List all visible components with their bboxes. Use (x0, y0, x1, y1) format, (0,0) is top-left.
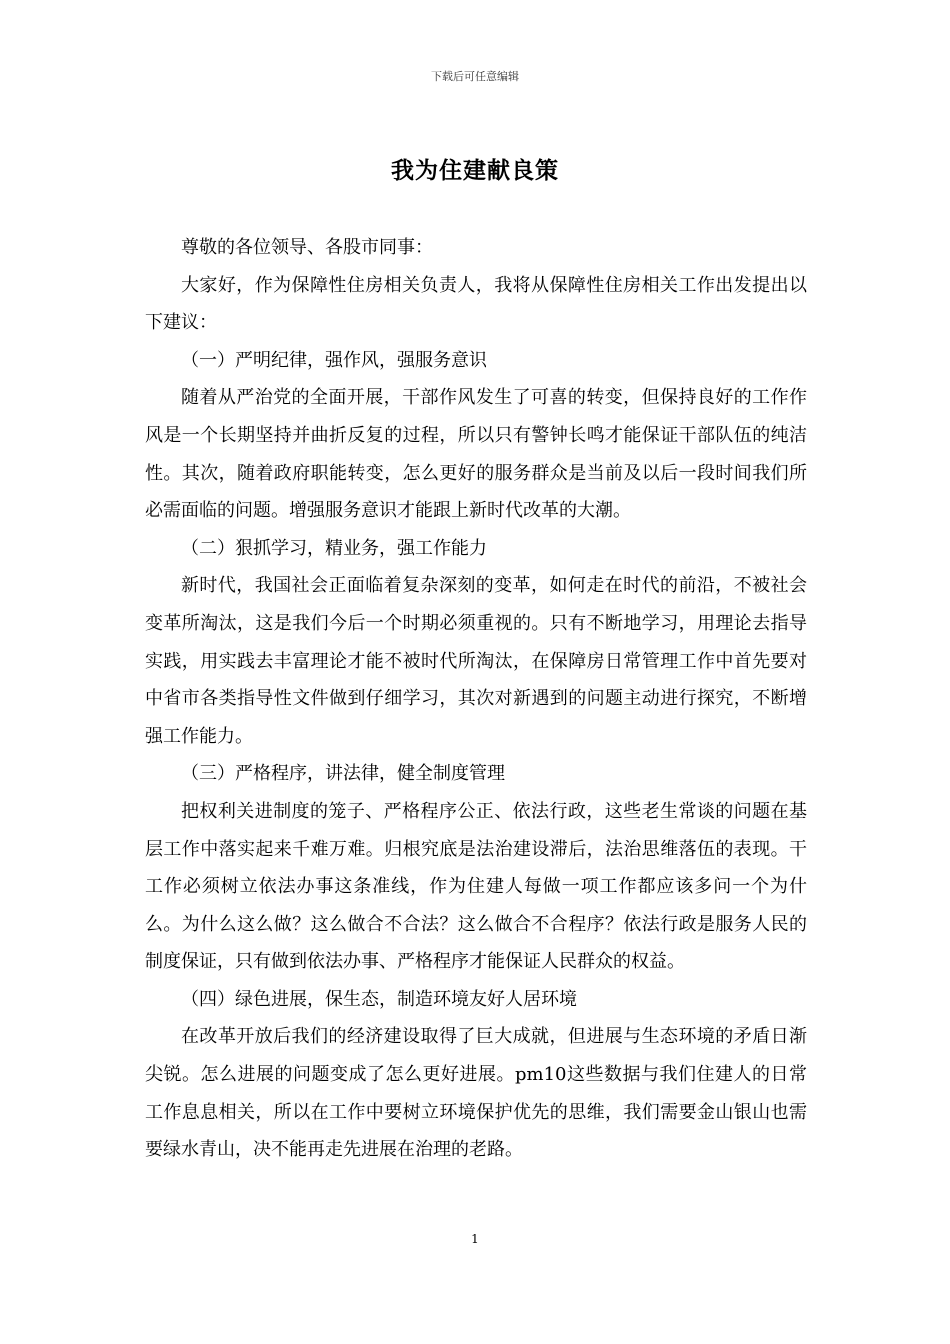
greeting-paragraph: 尊敬的各位领导、各股市同事： (181, 237, 433, 258)
section-heading-3: （三）严格程序，讲法律，健全制度管理 (181, 763, 505, 785)
document-body (145, 229, 807, 1169)
section-heading-4: （四）绿色进展，保生态，制造环境友好人居环境 (181, 988, 577, 1010)
section-paragraph-4: 在改革开放后我们的经济建设取得了巨大成就，但进展与生态环境的矛盾日渐尖锐。怎么进展的问题变成了怎么更好进展。pm10这些数据与我们住建人的日常工作息息相关，所以在工作中要树立环境保护优先的思维，我们需要金山银山也需要绿水青山，决不能再走先进展在治理的老路。 (145, 1026, 807, 1161)
section-paragraph-2: 新时代，我国社会正面临着复杂深刻的变革，如何走在时代的前沿，不被社会变革所淘汰，这是我们今后一个时期必须重视的。只有不断地学习，用理论去指导实践，用实践去丰富理论才能不被时代所淘汰，在保障房日常管理工作中首先要对中省市各类指导性文件做到仔细学习，其次对新遇到的问题主动进行探究，不断增强工作能力。 (145, 575, 807, 747)
page-number: 1 (471, 1232, 479, 1246)
section-paragraph-1: 随着从严治党的全面开展，干部作风发生了可喜的转变，但保持良好的工作作风是一个长期坚持并曲折反复的过程，所以只有警钟长鸣才能保证干部队伍的纯洁性。其次，随着政府职能转变，怎么更好的服务群众是当前及以后一段时间我们所必需面临的问题。增强服务意识才能跟上新时代改革的大潮。 (145, 387, 807, 522)
header-note: 下载后可任意编辑 (431, 70, 519, 83)
section-heading-2: （二）狠抓学习，精业务，强工作能力 (181, 537, 487, 559)
intro-paragraph: 大家好，作为保障性住房相关负责人，我将从保障性住房相关工作出发提出以下建议： (145, 274, 807, 334)
section-heading-1: （一）严明纪律，强作风，强服务意识 (181, 349, 487, 371)
document-title: 我为住建献良策 (391, 157, 559, 184)
section-paragraph-3: 把权利关进制度的笼子、严格程序公正、依法行政，这些老生常谈的问题在基层工作中落实起来千难万难。归根究底是法治建设滞后，法治思维落伍的表现。干工作必须树立依法办事这条准线，作为住建人每做一项工作都应该多问一个为什么。为什么这么做？这么做合不合法？这么做合不合程序？依法行政是服务人民的制度保证，只有做到依法办事、严格程序才能保证人民群众的权益。 (145, 800, 807, 973)
